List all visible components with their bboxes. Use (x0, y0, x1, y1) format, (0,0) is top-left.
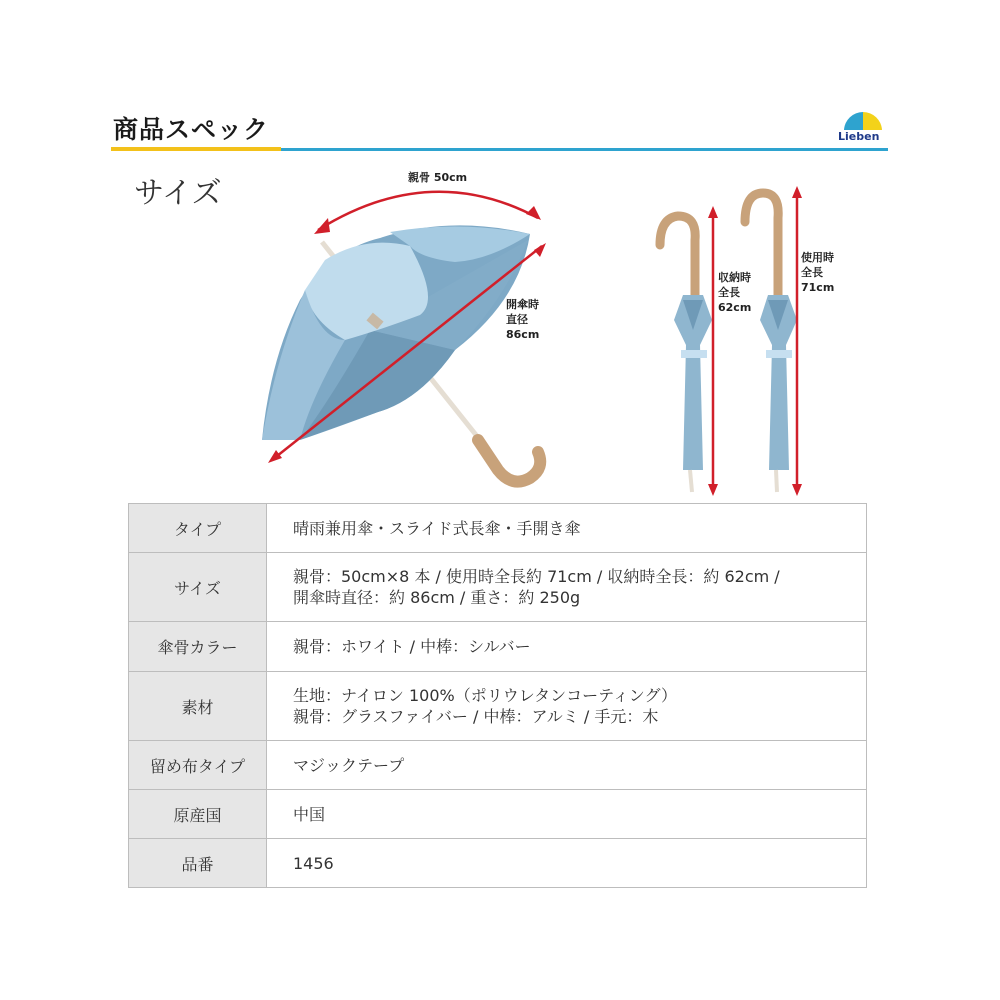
row-label: 素材 (129, 672, 267, 741)
inuse-length-label (801, 250, 834, 295)
inuse-length-label-line: 全長 (801, 266, 823, 279)
row-value-line: 1456 (293, 853, 334, 873)
table-row (129, 839, 867, 888)
diameter-label-line: 86cm (506, 328, 540, 341)
row-label: 傘骨カラー (129, 622, 267, 672)
row-value-line: マジックテープ (293, 755, 405, 775)
table-row (129, 790, 867, 839)
row-value (267, 672, 867, 741)
folded-umbrella-illustration (650, 205, 730, 500)
inuse-length-label-line: 使用時 (801, 251, 834, 264)
table-row (129, 672, 867, 741)
brand-name: Lieben (838, 130, 880, 143)
row-label: 品番 (129, 839, 267, 888)
row-value-line: 親骨：50cm×8 本 / 使用時全長約 71cm / 収納時全長：約 62cm / (293, 567, 780, 586)
row-value-line: 開傘時直径：約 86cm / 重さ：約 250g (293, 588, 581, 607)
inuse-umbrella-illustration (735, 185, 815, 500)
size-section-title: サイズ (134, 176, 222, 211)
diameter-label (506, 297, 539, 342)
title-underline-yellow (111, 147, 281, 151)
inuse-length-label-line: 71cm (801, 281, 835, 294)
page-title: 商品スペック (113, 115, 270, 144)
rib-length-label: 親骨 50cm (408, 171, 468, 184)
row-value-line: 親骨：グラスファイバー / 中棒：アルミ / 手元：木 (293, 707, 659, 726)
table-row (129, 741, 867, 790)
row-value (267, 741, 867, 790)
row-label: タイプ (129, 504, 267, 553)
folded-length-label-line: 収納時 (718, 271, 751, 284)
table-row (129, 622, 867, 672)
row-value (267, 839, 867, 888)
table-row (129, 504, 867, 553)
row-label: サイズ (129, 553, 267, 622)
row-value-line: 生地：ナイロン 100%（ポリウレタンコーティング） (293, 686, 677, 705)
row-value (267, 622, 867, 672)
row-value-line: 親骨：ホワイト / 中棒：シルバー (293, 637, 531, 656)
row-value (267, 790, 867, 839)
title-underline-blue (281, 148, 888, 151)
row-label: 留め布タイプ (129, 741, 267, 790)
row-value-line: 中国 (293, 804, 326, 824)
folded-length-label-line: 62cm (718, 301, 752, 314)
row-value (267, 553, 867, 622)
folded-length-label-line: 全長 (718, 286, 740, 299)
diameter-label-line: 直径 (506, 313, 528, 326)
row-value-line: 晴雨兼用傘・スライド式長傘・手開き傘 (293, 518, 581, 538)
row-value (267, 504, 867, 553)
table-row (129, 553, 867, 622)
diameter-label-line: 開傘時 (506, 298, 539, 311)
row-label: 原産国 (129, 790, 267, 839)
spec-table (128, 503, 867, 888)
